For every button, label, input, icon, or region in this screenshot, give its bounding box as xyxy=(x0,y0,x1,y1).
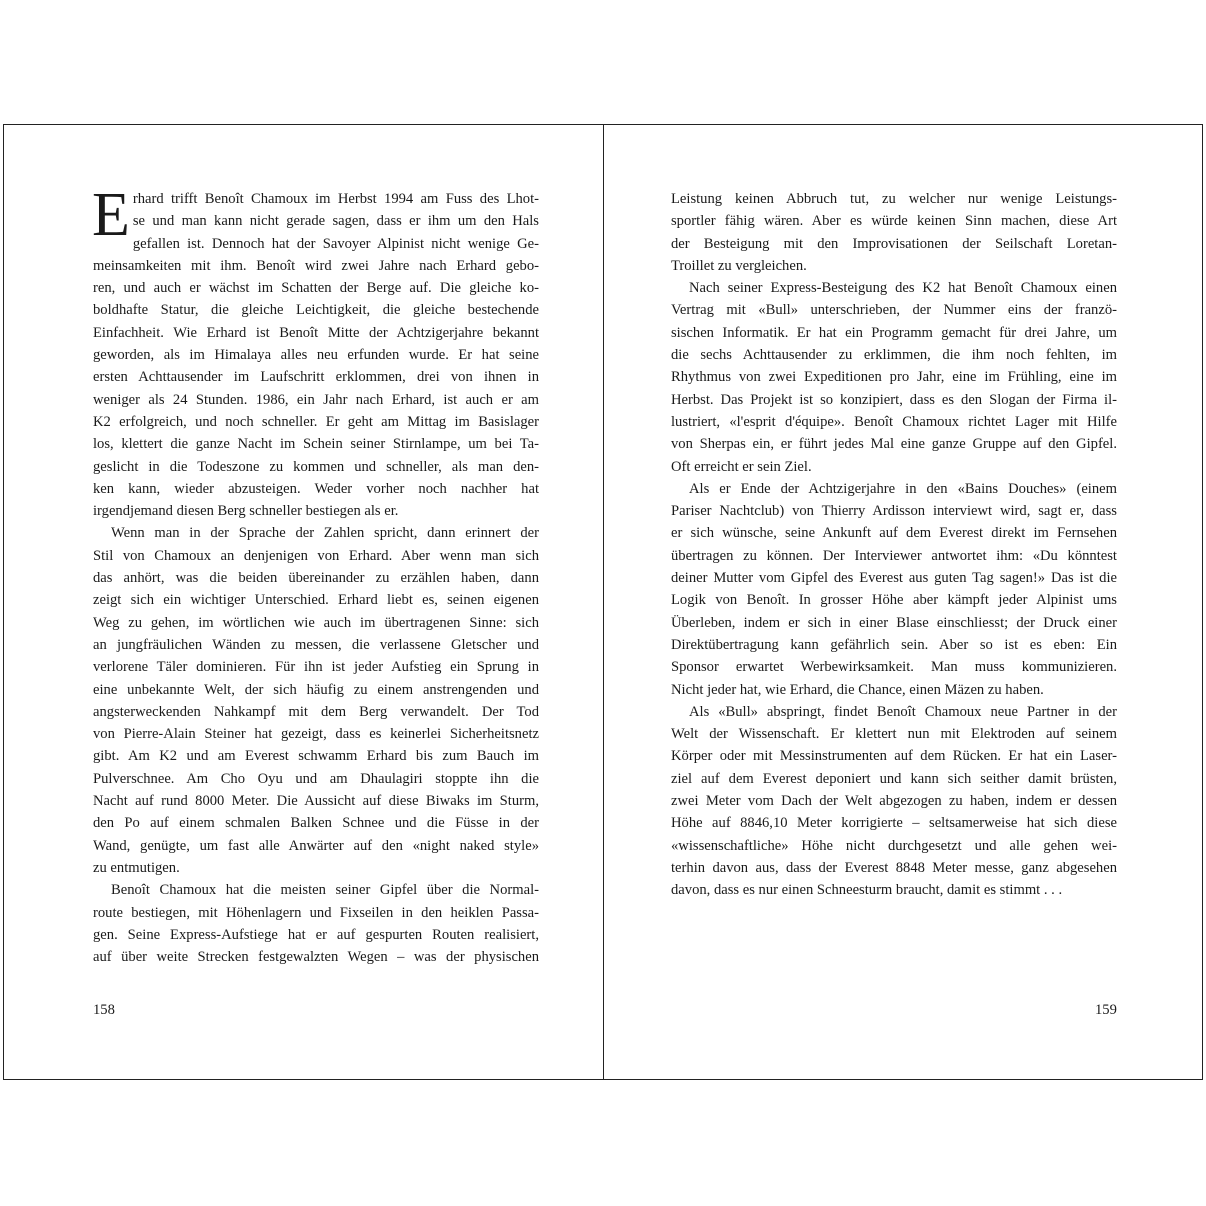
text-line: er sich wünsche, seine Ankunft auf dem Everest direkt im Fernsehen xyxy=(671,525,1117,542)
text-line: Als «Bull» abspringt, findet Benoît Chamoux neue Partner in der xyxy=(689,703,1117,720)
text-line: sischen Informatik. Er hat ein Programm gemacht für drei Jahre, um xyxy=(671,324,1117,341)
text-line: deiner Mutter vom Gipfel des Everest aus guten Tag sagen!» Das ist die xyxy=(671,570,1117,587)
right-page-body xyxy=(671,188,1117,902)
text-line: gefallen ist. Dennoch hat der Savoyer Alpinist nicht wenige Ge- xyxy=(132,235,539,252)
text-line: Leistung keinen Abbruch tut, zu welcher nur wenige Leistungs- xyxy=(671,191,1117,207)
text-line: Überleben, indem er sich in einer Blase einschliesst; der Druck einer xyxy=(671,614,1117,631)
text-line: die sechs Achttausender zu erklimmen, die ihm noch fehlten, im xyxy=(671,347,1117,364)
text-line: Vertrag mit «Bull» unterschrieben, der Nummer eins der franzö- xyxy=(671,302,1117,319)
text-line: Troillet zu vergleichen. xyxy=(671,257,807,274)
text-line: Nicht jeder hat, wie Erhard, die Chance, einen Mäzen zu haben. xyxy=(671,681,1044,698)
text-line: terhin davon aus, dass der Everest 8848 Meter messe, ganz abgesehen xyxy=(671,859,1117,876)
text-line: Stil von Chamoux an denjenigen von Erhard. Aber wenn man sich xyxy=(93,547,539,564)
text-line: meinsamkeiten mit ihm. Benoît wird zwei Jahre nach Erhard gebo- xyxy=(93,257,539,274)
text-line: gen. Seine Express-Aufstiege hat er auf gespurten Routen realisiert, xyxy=(93,926,539,943)
text-line: Benoît Chamoux hat die meisten seiner Gipfel über die Normal- xyxy=(111,882,539,899)
text-line: zu entmutigen. xyxy=(93,859,180,876)
book-spread xyxy=(3,124,1203,1080)
text-line: Einfachheit. Wie Erhard ist Benoît Mitte der Achtzigerjahre bekannt xyxy=(93,324,539,341)
text-line: ersten Achttausender im Laufschritt erklommen, drei von ihnen in xyxy=(93,369,539,386)
text-line: Wand, genügte, um fast alle Anwärter auf den «night naked style» xyxy=(93,837,539,854)
text-line: angsterweckenden Nahkampf mit dem Berg verwandelt. Der Tod xyxy=(93,703,539,720)
drop-cap: E xyxy=(92,181,130,249)
text-line: rhard trifft Benoît Chamoux im Herbst 1994 am Fuss des Lhot- xyxy=(132,191,539,207)
text-line: verlorene Täler dominieren. Für ihn ist jeder Aufstieg ein Sprung in xyxy=(93,659,539,676)
text-line: Höhe auf 8846,10 Meter korrigierte – seltsamerweise hat sich diese xyxy=(671,815,1117,832)
text-line: Welt der Wissenschaft. Er klettert nun mit Elektroden auf seinem xyxy=(671,726,1117,743)
text-line: an jungfräulichen Wänden zu messen, die verlassene Gletscher und xyxy=(93,636,539,653)
text-line: «wissenschaftliche» Höhe nicht durchgesetzt und alle gehen wei- xyxy=(671,837,1117,854)
text-line: Pariser Nachtclub) von Thierry Ardisson interviewt wird, sagt er, dass xyxy=(671,503,1117,520)
text-line: Oft erreicht er sein Ziel. xyxy=(671,458,812,475)
text-line: los, klettert die ganze Nacht im Schein seiner Stirnlampe, um bei Ta- xyxy=(93,436,539,453)
text-line: Rhythmus von zwei Expeditionen pro Jahr, eine im Frühling, eine im xyxy=(671,369,1117,386)
text-line: Direktübertragung kann gefährlich sein. Aber so ist es eben: Ein xyxy=(671,636,1117,653)
text-line: Nach seiner Express-Besteigung des K2 hat Benoît Chamoux einen xyxy=(689,280,1117,297)
text-line: lustriert, «l'esprit d'équipe». Benoît Chamoux richtet Lager mit Hilfe xyxy=(671,413,1117,430)
text-line: irgendjemand diesen Berg schneller bestiegen als er. xyxy=(93,503,399,520)
text-line: boldhafte Statur, die gleiche Leichtigkeit, die gleiche bestechende xyxy=(93,302,539,319)
text-line: geslicht in die Todeszone zu kommen und schneller, als man den- xyxy=(93,458,539,475)
text-line: davon, dass es nur einen Schneesturm braucht, damit es stimmt . . . xyxy=(671,882,1063,899)
text-line: geworden, als im Himalaya alles neu erfunden wurde. Er hat seine xyxy=(93,347,539,364)
text-line: weniger als 24 Stunden. 1986, ein Jahr nach Erhard, ist auch er am xyxy=(93,391,539,408)
text-line: von Sherpas ein, er führt jedes Mal eine ganze Gruppe auf den Gipfel. xyxy=(671,436,1117,453)
left-page xyxy=(4,125,603,1079)
text-line: der Besteigung mit den Improvisationen der Seilschaft Loretan- xyxy=(671,235,1117,252)
text-line: Pulverschnee. Am Cho Oyu und am Dhaulagiri stoppte ihn die xyxy=(93,770,539,787)
text-line: gibt. Am K2 und am Everest schwamm Erhard bis zum Bauch im xyxy=(93,748,539,765)
text-line: ren, und auch er wächst im Schatten der Berge auf. Die gleiche ko- xyxy=(93,280,539,297)
page-number-right: 159 xyxy=(1095,1002,1117,1018)
right-page xyxy=(604,125,1203,1079)
text-line: route bestiegen, mit Höhenlagern und Fixseilen in den heiklen Passa- xyxy=(93,904,539,921)
text-line: sportler fähig wären. Aber es würde keinen Sinn machen, diese Art xyxy=(671,213,1117,230)
text-line: Wenn man in der Sprache der Zahlen spricht, dann erinnert der xyxy=(111,525,539,542)
text-line: K2 erfolgreich, und noch schneller. Er geht am Mittag im Basislager xyxy=(93,413,539,430)
left-page-body xyxy=(92,181,539,968)
text-line: Logik von Benoît. In grosser Höhe aber kämpft jeder Alpinist ums xyxy=(671,592,1117,609)
text-line: eine unbekannte Welt, der sich häufig zu einem anstrengenden und xyxy=(93,681,539,698)
text-line: von Pierre-Alain Steiner hat gezeigt, dass es keinerlei Sicherheitsnetz xyxy=(93,726,539,743)
text-line: Herbst. Das Projekt ist so konzipiert, dass es den Slogan der Firma il- xyxy=(671,391,1117,408)
text-line: das anhört, was die beiden übereinander zu erzählen haben, dann xyxy=(93,570,539,587)
text-line: Nacht auf rund 8000 Meter. Die Aussicht auf diese Biwaks im Sturm, xyxy=(93,793,539,810)
text-line: ken kann, wieder abzusteigen. Weder vorher noch nachher hat xyxy=(93,480,539,497)
text-line: Körper oder mit Messinstrumenten auf dem Rücken. Er hat ein Laser- xyxy=(671,748,1117,765)
text-line: se und man kann nicht gerade sagen, dass er ihm um den Hals xyxy=(132,213,539,230)
text-line: Sponsor erwartet Werbewirksamkeit. Man muss kommunizieren. xyxy=(671,659,1117,676)
text-line: ziel auf dem Everest deponiert und kann sich seither damit brüsten, xyxy=(671,770,1117,787)
text-line: auf über weite Strecken festgewalzten Wegen – was der physischen xyxy=(93,949,539,966)
text-line: Als er Ende der Achtzigerjahre in den «Bains Douches» (einem xyxy=(689,480,1117,497)
text-line: den Po auf einem schmalen Balken Schnee und die Füsse in der xyxy=(93,815,539,832)
text-line: übertragen zu können. Der Interviewer antwortet ihm: «Du könntest xyxy=(671,547,1117,564)
text-line: zwei Meter vom Dach der Welt abgezogen zu haben, indem er dessen xyxy=(671,793,1117,810)
text-line: Weg zu gehen, im wörtlichen wie auch im übertragenen Sinne: sich xyxy=(93,614,539,631)
text-line: zeigt sich ein wichtiger Unterschied. Erhard liebt es, seinen eigenen xyxy=(93,592,539,609)
page-number-left: 158 xyxy=(93,1002,115,1018)
